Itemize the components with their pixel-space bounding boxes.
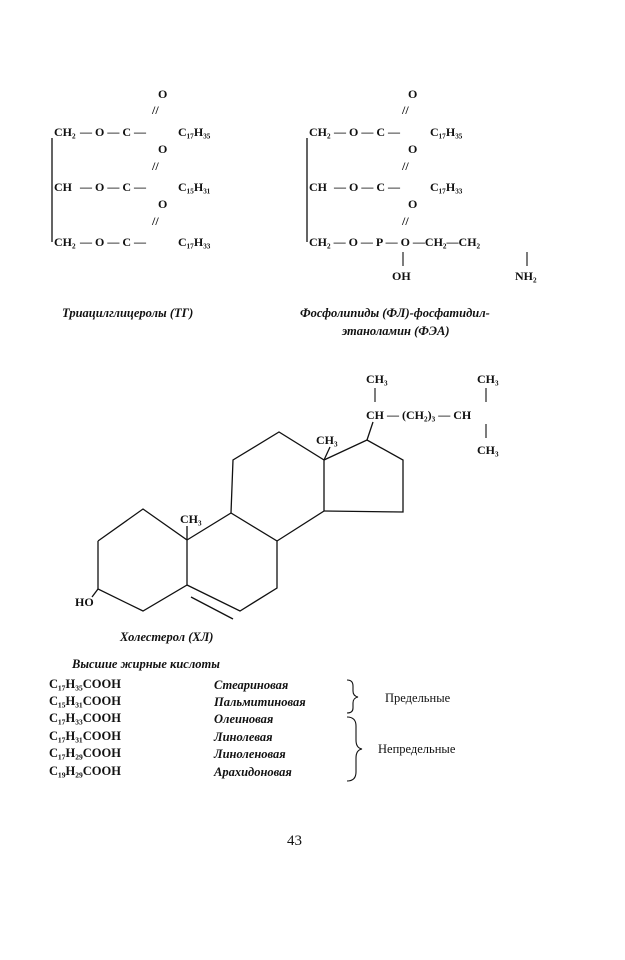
tg-row-1-left: CH₂ xyxy=(54,125,76,139)
acid-name: Линолевая xyxy=(214,730,273,744)
ring-d xyxy=(324,440,403,512)
tg-row-2-chain: C₁₅H₃₁ xyxy=(178,180,211,194)
tg-row-1-chain: C₁₇H₃₅ xyxy=(178,125,211,139)
cholesterol-structure xyxy=(75,372,499,644)
pl-carbonyl-o-1: O xyxy=(408,87,418,101)
ch3-c13: CH₃ xyxy=(316,433,338,447)
pl-caption-line-2: этаноламин (ФЭА) xyxy=(342,324,450,338)
phospholipid-structure xyxy=(300,87,537,338)
side-chain: CH — (CH₂)₃ — CH xyxy=(366,408,472,422)
acid-name: Стеариновая xyxy=(214,678,289,692)
pl-row-3: CH₂ — O — P — O —CH₂—CH₂ xyxy=(309,235,481,249)
acid-name: Арахидоновая xyxy=(214,765,292,779)
tg-caption: Триацилглицеролы (ТГ) xyxy=(62,306,194,320)
pl-row-1-ester: — O — C — xyxy=(334,125,400,139)
tg-carbonyl-o-1: O xyxy=(158,87,168,101)
acid-formula: C₁₉H₂₉COOH xyxy=(49,764,121,778)
group-saturated: Предельные xyxy=(385,691,451,705)
hydroxyl-label: HO xyxy=(75,595,94,609)
tg-double-bond-3: // xyxy=(152,214,159,228)
tg-double-bond-1: // xyxy=(152,103,159,117)
side-ch3-top: CH₃ xyxy=(366,372,388,386)
fatty-acids-table xyxy=(49,657,456,781)
pl-phosphate-o: O xyxy=(408,197,418,211)
side-ch3-right-top: CH₃ xyxy=(477,372,499,386)
tg-row-1-ester: — O — C — xyxy=(80,125,146,139)
acid-formula: C₁₇H₃₁COOH xyxy=(49,729,121,743)
pl-caption-line-1: Фосфолипиды (ФЛ)-фосфатидил- xyxy=(300,306,490,320)
tg-row-2-ester: — O — C — xyxy=(80,180,146,194)
pl-oh: OH xyxy=(392,269,411,283)
ring-b xyxy=(187,513,277,611)
tg-double-bond-2: // xyxy=(152,159,159,173)
tg-row-3-chain: C₁₇H₃₃ xyxy=(178,235,211,249)
unsaturated-brace xyxy=(347,717,362,781)
side-ch3-right-bottom: CH₃ xyxy=(477,443,499,457)
double-bond-c5-c6 xyxy=(191,597,233,619)
ch3-c10: CH₃ xyxy=(180,512,202,526)
tg-carbonyl-o-3: O xyxy=(158,197,168,211)
saturated-brace xyxy=(347,680,358,713)
acid-name: Олеиновая xyxy=(214,712,274,726)
triacylglycerol-structure xyxy=(52,87,211,320)
pl-row-1-left: CH₂ xyxy=(309,125,331,139)
pl-double-bond-1: // xyxy=(402,103,409,117)
tg-carbonyl-o-2: O xyxy=(158,142,168,156)
acid-name: Пальмитиновая xyxy=(214,695,306,709)
acid-formula: C₁₅H₃₁COOH xyxy=(49,694,121,708)
group-unsaturated: Непредельные xyxy=(378,742,456,756)
pl-carbonyl-o-2: O xyxy=(408,142,418,156)
pl-row-1-chain: C₁₇H₃₅ xyxy=(430,125,463,139)
acid-formula: C₁₇H₂₉COOH xyxy=(49,746,121,760)
fatty-acids-title: Высшие жирные кислоты xyxy=(72,657,220,671)
acid-formula: C₁₇H₃₅COOH xyxy=(49,677,121,691)
tg-row-3-left: CH₂ xyxy=(54,235,76,249)
pl-row-2-ester: — O — C — xyxy=(334,180,400,194)
acid-name: Линоленовая xyxy=(214,747,286,761)
side-chain-bond xyxy=(367,422,373,440)
pl-row-2-left: CH xyxy=(309,180,327,194)
tg-row-3-ester: — O — C — xyxy=(80,235,146,249)
pl-double-bond-2: // xyxy=(402,159,409,173)
acid-formula: C₁₇H₃₃COOH xyxy=(49,711,121,725)
pl-double-bond-3: // xyxy=(402,214,409,228)
ring-c xyxy=(231,432,324,541)
tg-row-2-left: CH xyxy=(54,180,72,194)
cholesterol-caption: Холестерол (ХЛ) xyxy=(120,630,214,644)
page-number: 43 xyxy=(287,833,302,849)
ring-a xyxy=(98,509,187,611)
pl-nh2: NH₂ xyxy=(515,269,537,283)
pl-row-2-chain: C₁₇H₃₃ xyxy=(430,180,463,194)
